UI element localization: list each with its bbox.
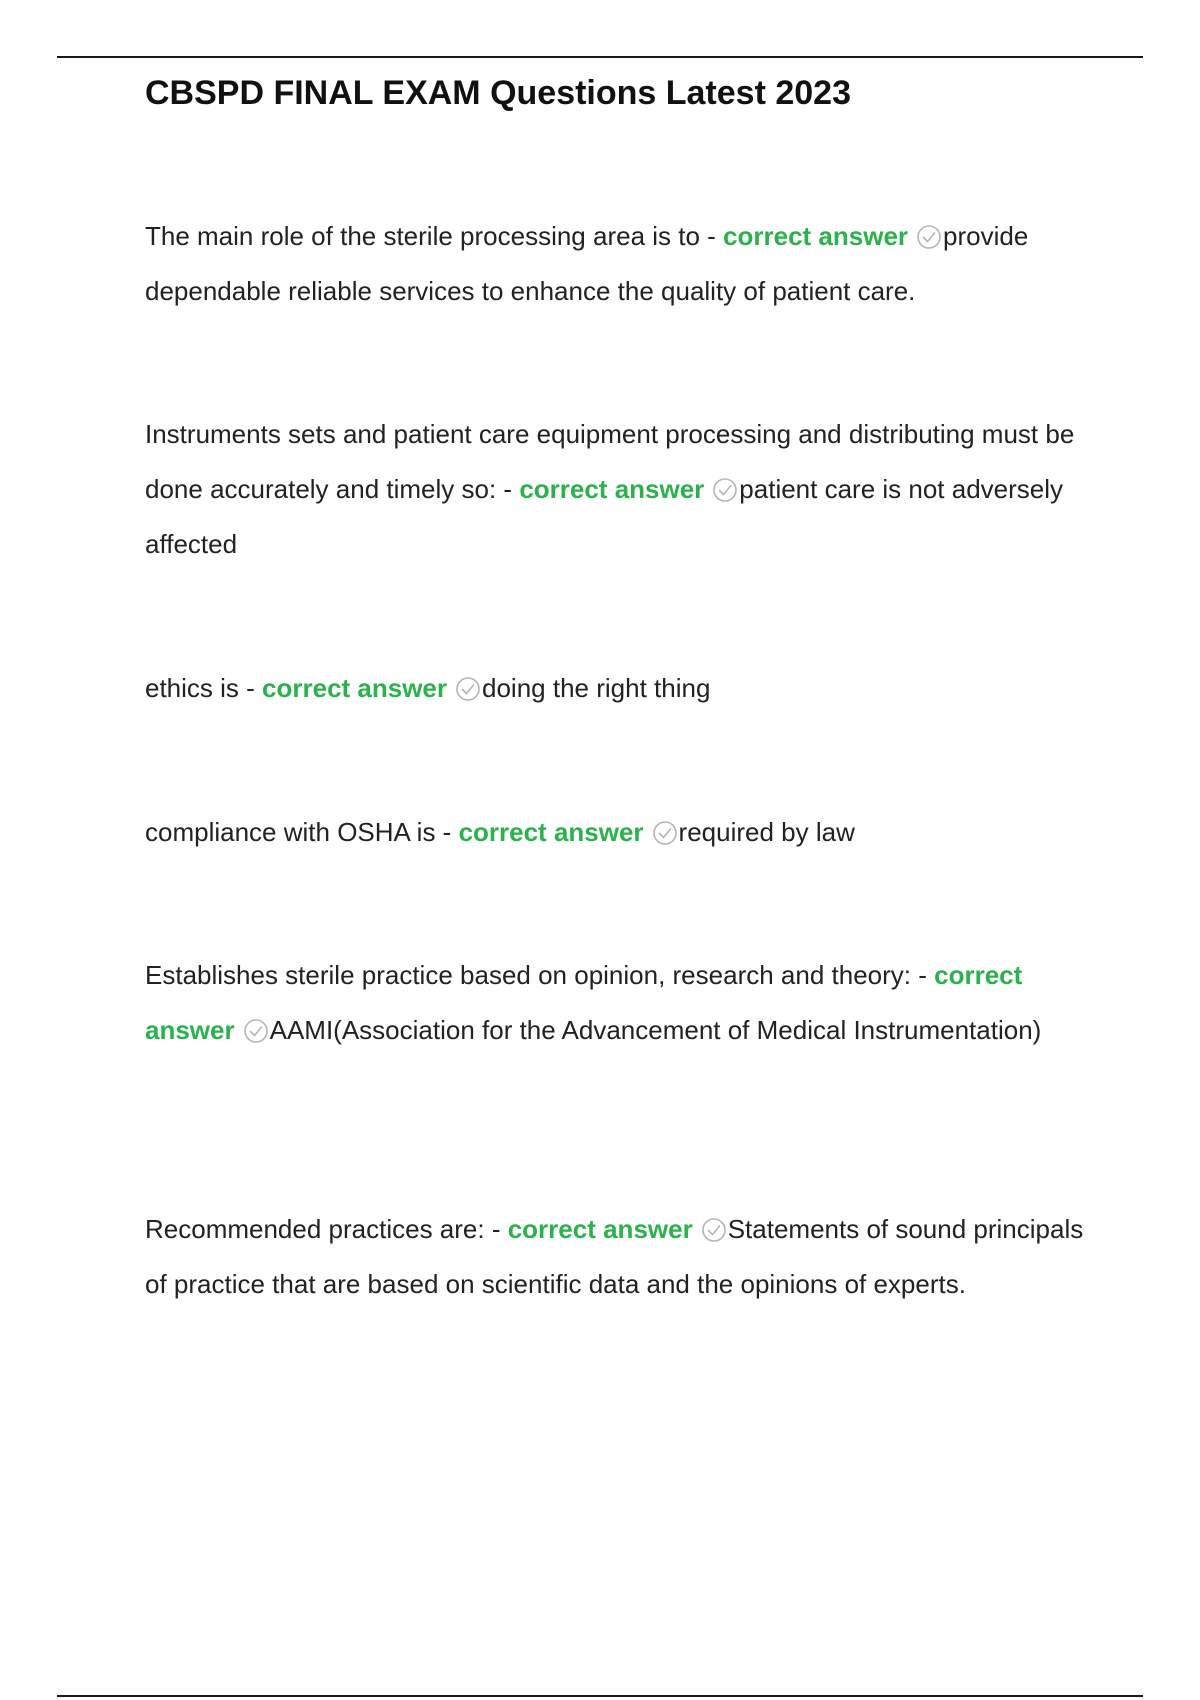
answer-text: patient care is not adversely affected (145, 474, 1064, 559)
qa-item (145, 1202, 1085, 1312)
correct-answer-label: correct answer (519, 474, 705, 504)
question-text: compliance with OSHA is (145, 817, 436, 847)
answer-text: AAMI(Association for the Advancement of Medical Instrumentation) (269, 1015, 1042, 1045)
separator: - (484, 1214, 508, 1244)
correct-answer-label: correct answer (262, 673, 448, 703)
answer-text: Statements of sound principals of practice that are based on scientific data and the opinions of experts. (145, 1214, 1084, 1299)
separator: - (699, 221, 724, 251)
question-text: Instruments sets and patient care equipment processing and distributing must be done accurately and timely so: (145, 419, 1075, 504)
question-text: The main role of the sterile processing area is to (145, 221, 700, 251)
correct-answer-label: correct answer (145, 960, 1023, 1045)
bottom-rule (57, 1695, 1143, 1697)
separator: - (435, 817, 459, 847)
separator: - (496, 474, 520, 504)
check-circle-icon (701, 1217, 727, 1243)
check-circle-icon (243, 1018, 269, 1044)
top-rule (57, 56, 1143, 58)
answer-text: provide dependable reliable services to enhance the quality of patient care. (145, 221, 1029, 306)
question-text: Recommended practices are: (145, 1214, 485, 1244)
separator: - (238, 673, 263, 703)
correct-answer-label: correct answer (458, 817, 644, 847)
answer-text: required by law (678, 817, 855, 847)
check-circle-icon (916, 224, 942, 250)
qa-item (145, 661, 1085, 716)
qa-item (145, 805, 1085, 860)
question-text: ethics is (145, 673, 239, 703)
qa-item (145, 209, 1085, 319)
correct-answer-label: correct answer (507, 1214, 693, 1244)
separator: - (911, 960, 935, 990)
correct-answer-label: correct answer (723, 221, 909, 251)
check-circle-icon (712, 477, 738, 503)
qa-item (145, 407, 1085, 572)
document-title: CBSPD FINAL EXAM Questions Latest 2023 (145, 74, 851, 112)
check-circle-icon (455, 676, 481, 702)
check-circle-icon (652, 820, 678, 846)
qa-item (145, 948, 1085, 1058)
question-text: Establishes sterile practice based on opinion, research and theory: (145, 960, 911, 990)
answer-text: doing the right thing (482, 673, 711, 703)
